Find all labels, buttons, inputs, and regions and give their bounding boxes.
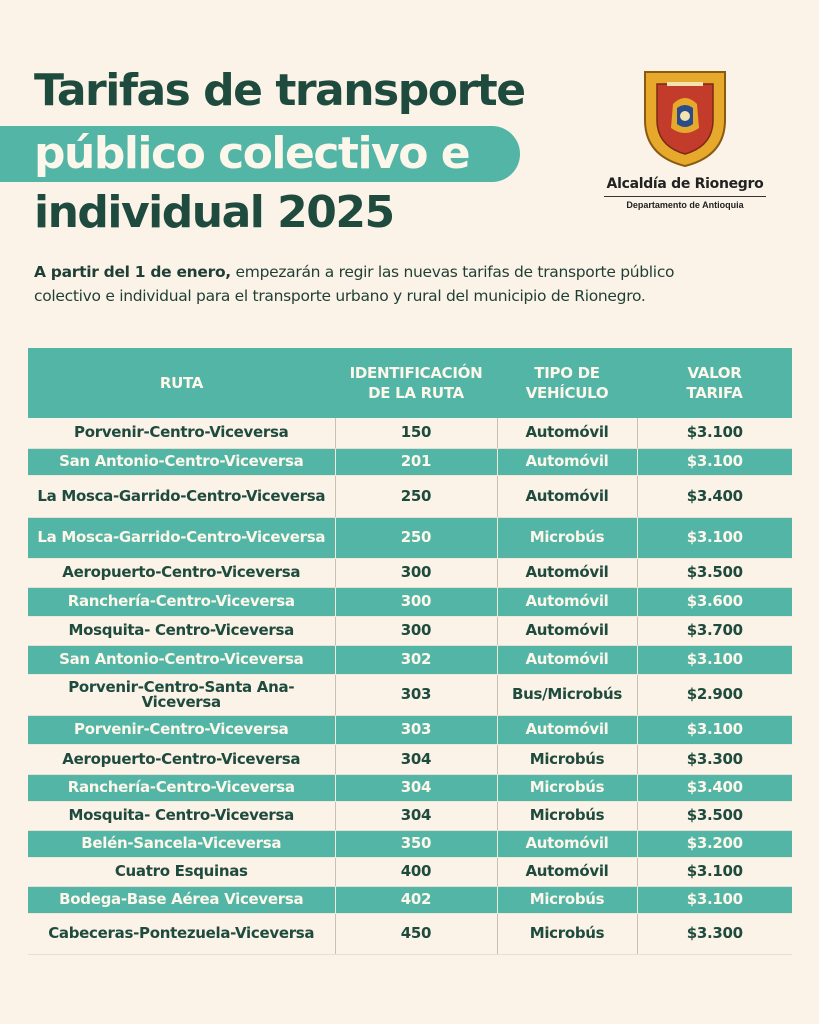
cell-fare-value: $3.300 — [637, 744, 792, 774]
intro-text: empezarán a regir las nuevas tarifas de transporte público colectivo e individual para el transporte urbano y rural del municipio de Rionegro. — [34, 263, 675, 305]
coat-of-arms-icon — [641, 68, 729, 168]
cell-fare-value: $3.700 — [637, 616, 792, 645]
cell-ruta: La Mosca-Garrido-Centro-Viceversa — [28, 517, 335, 558]
cell-vehicle-type: Microbús — [497, 801, 637, 830]
cell-vehicle-type: Automóvil — [497, 418, 637, 448]
cell-ruta: Porvenir-Centro-Viceversa — [28, 715, 335, 744]
cell-fare-value: $3.400 — [637, 475, 792, 517]
cell-ruta: Aeropuerto-Centro-Viceversa — [28, 558, 335, 587]
table-row — [28, 674, 792, 715]
cell-route-id: 300 — [335, 587, 497, 616]
table-row — [28, 857, 792, 886]
cell-vehicle-type: Bus/Microbús — [497, 674, 637, 715]
cell-route-id: 304 — [335, 801, 497, 830]
table-row — [28, 645, 792, 674]
cell-vehicle-type: Automóvil — [497, 645, 637, 674]
cell-vehicle-type: Automóvil — [497, 830, 637, 857]
intro-paragraph — [34, 260, 734, 308]
header-tipo-vehiculo: TIPO DE VEHÍCULO — [497, 348, 637, 418]
header-identificacion: IDENTIFICACIÓN DE LA RUTA — [335, 348, 497, 418]
table-row — [28, 886, 792, 913]
cell-route-id: 402 — [335, 886, 497, 913]
table-row — [28, 558, 792, 587]
cell-route-id: 400 — [335, 857, 497, 886]
cell-fare-value: $3.100 — [637, 418, 792, 448]
cell-fare-value: $3.400 — [637, 774, 792, 801]
table-row — [28, 744, 792, 774]
table-row — [28, 448, 792, 475]
cell-vehicle-type: Microbús — [497, 517, 637, 558]
cell-route-id: 304 — [335, 744, 497, 774]
cell-vehicle-type: Microbús — [497, 774, 637, 801]
table-row — [28, 616, 792, 645]
cell-ruta: Aeropuerto-Centro-Viceversa — [28, 744, 335, 774]
cell-ruta: Porvenir-Centro-Santa Ana-Viceversa — [28, 674, 335, 715]
cell-fare-value: $3.100 — [637, 448, 792, 475]
fares-table-body — [28, 418, 792, 954]
table-row — [28, 587, 792, 616]
cell-fare-value: $3.500 — [637, 801, 792, 830]
cell-route-id: 303 — [335, 674, 497, 715]
cell-fare-value: $3.100 — [637, 857, 792, 886]
cell-fare-value: $2.900 — [637, 674, 792, 715]
table-row — [28, 715, 792, 744]
cell-vehicle-type: Microbús — [497, 744, 637, 774]
cell-route-id: 201 — [335, 448, 497, 475]
page-title-line-1: Tarifas de transporte — [34, 65, 525, 116]
cell-vehicle-type: Automóvil — [497, 715, 637, 744]
header-valor-tarifa: VALOR TARIFA — [637, 348, 792, 418]
cell-vehicle-type: Microbús — [497, 913, 637, 954]
cell-vehicle-type: Automóvil — [497, 448, 637, 475]
table-header-row — [28, 348, 792, 418]
table-row — [28, 774, 792, 801]
cell-vehicle-type: Automóvil — [497, 558, 637, 587]
municipality-logo — [600, 68, 770, 210]
page-title-line-2: público colectivo e — [34, 128, 470, 179]
cell-ruta: Ranchería-Centro-Viceversa — [28, 774, 335, 801]
table-row — [28, 418, 792, 448]
cell-route-id: 300 — [335, 616, 497, 645]
logo-department-name: Departamento de Antioquia — [626, 200, 744, 210]
cell-fare-value: $3.100 — [637, 715, 792, 744]
cell-fare-value: $3.100 — [637, 517, 792, 558]
cell-vehicle-type: Automóvil — [497, 475, 637, 517]
cell-ruta: Bodega-Base Aérea Viceversa — [28, 886, 335, 913]
cell-ruta: Mosquita- Centro-Viceversa — [28, 801, 335, 830]
cell-vehicle-type: Automóvil — [497, 587, 637, 616]
cell-fare-value: $3.100 — [637, 645, 792, 674]
cell-fare-value: $3.500 — [637, 558, 792, 587]
cell-fare-value: $3.200 — [637, 830, 792, 857]
fares-table — [28, 348, 792, 955]
cell-route-id: 450 — [335, 913, 497, 954]
cell-ruta: Cuatro Esquinas — [28, 857, 335, 886]
cell-route-id: 350 — [335, 830, 497, 857]
cell-ruta: Ranchería-Centro-Viceversa — [28, 587, 335, 616]
cell-ruta: San Antonio-Centro-Viceversa — [28, 645, 335, 674]
table-row — [28, 830, 792, 857]
table-row — [28, 517, 792, 558]
cell-route-id: 302 — [335, 645, 497, 674]
cell-route-id: 250 — [335, 517, 497, 558]
cell-ruta: La Mosca-Garrido-Centro-Viceversa — [28, 475, 335, 517]
cell-ruta: San Antonio-Centro-Viceversa — [28, 448, 335, 475]
cell-vehicle-type: Automóvil — [497, 857, 637, 886]
intro-bold-lead: A partir del 1 de enero, — [34, 263, 231, 281]
cell-fare-value: $3.100 — [637, 886, 792, 913]
cell-fare-value: $3.600 — [637, 587, 792, 616]
cell-ruta: Mosquita- Centro-Viceversa — [28, 616, 335, 645]
table-row — [28, 913, 792, 954]
page-title-line-3: individual 2025 — [34, 187, 394, 238]
cell-ruta: Belén-Sancela-Viceversa — [28, 830, 335, 857]
cell-route-id: 304 — [335, 774, 497, 801]
cell-ruta: Porvenir-Centro-Viceversa — [28, 418, 335, 448]
logo-divider — [604, 196, 766, 197]
cell-vehicle-type: Automóvil — [497, 616, 637, 645]
cell-vehicle-type: Microbús — [497, 886, 637, 913]
cell-route-id: 303 — [335, 715, 497, 744]
table-row — [28, 801, 792, 830]
header-ruta: RUTA — [28, 348, 335, 418]
table-row — [28, 475, 792, 517]
logo-municipality-name: Alcaldía de Rionegro — [606, 176, 764, 192]
cell-fare-value: $3.300 — [637, 913, 792, 954]
cell-route-id: 250 — [335, 475, 497, 517]
cell-route-id: 300 — [335, 558, 497, 587]
cell-route-id: 150 — [335, 418, 497, 448]
cell-ruta: Cabeceras-Pontezuela-Viceversa — [28, 913, 335, 954]
